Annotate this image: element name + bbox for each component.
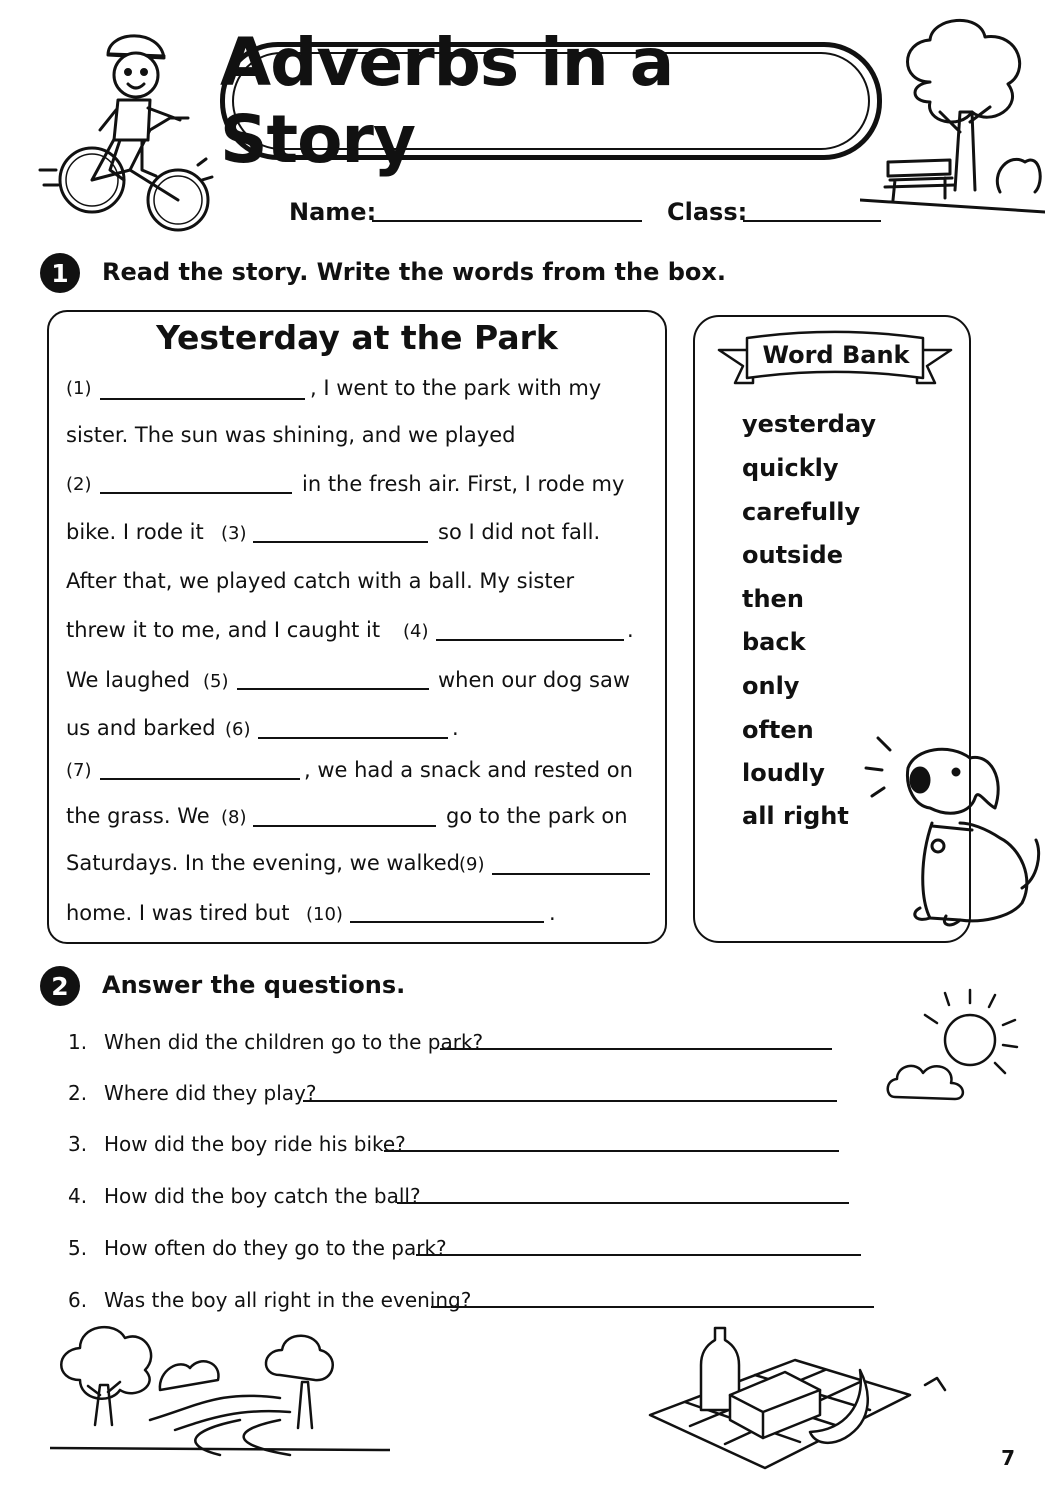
question-item (68, 1081, 316, 1105)
question-item (68, 1030, 483, 1054)
word-bank-word: then (742, 585, 804, 613)
word-bank-word: loudly (742, 759, 825, 787)
question-text: How often do they go to the park? (104, 1236, 447, 1260)
question-number: 2. (68, 1081, 88, 1105)
section-2-instruction: Answer the questions. (102, 971, 406, 999)
blank-9[interactable] (492, 873, 650, 875)
story-text: home. I was tired but (66, 901, 290, 925)
story-text: threw it to me, and I caught it (66, 618, 381, 642)
blank-3[interactable] (253, 541, 428, 543)
question-number: 4. (68, 1184, 88, 1208)
park-path-illustration (50, 1320, 390, 1470)
story-text: us and barked (66, 716, 216, 740)
answer-line-4[interactable] (397, 1202, 849, 1204)
blank-number-6: (6) (225, 719, 251, 740)
answer-line-3[interactable] (384, 1150, 839, 1152)
word-bank-word: yesterday (742, 410, 877, 438)
blank-number-2: (2) (66, 474, 92, 495)
word-bank-title: Word Bank (762, 341, 910, 369)
story-text: in the fresh air. First, I rode my (302, 472, 625, 496)
blank-number-4: (4) (403, 621, 429, 642)
story-text: so I did not fall. (438, 520, 601, 544)
word-bank-word: carefully (742, 498, 861, 526)
story-title: Yesterday at the Park (156, 318, 558, 357)
question-number: 1. (68, 1030, 88, 1054)
word-bank-word: only (742, 672, 800, 700)
question-number: 6. (68, 1288, 88, 1312)
question-text: How did the boy catch the ball? (104, 1184, 421, 1208)
blank-number-7: (7) (66, 760, 92, 781)
page-title: Adverbs in a Story (220, 24, 674, 178)
word-bank-word: back (742, 628, 806, 656)
word-bank-word: quickly (742, 454, 839, 482)
blank-8[interactable] (253, 825, 436, 827)
section-1-instruction: Read the story. Write the words from the box. (102, 258, 726, 286)
blank-5[interactable] (237, 688, 429, 690)
blank-2[interactable] (100, 492, 292, 494)
question-number: 5. (68, 1236, 88, 1260)
story-text: We laughed (66, 668, 191, 692)
story-text: Saturdays. In the evening, we walked (66, 851, 460, 875)
story-text: sister. The sun was shining, and we played (66, 423, 516, 447)
question-text: Where did they play? (104, 1081, 317, 1105)
sun-cloud-illustration (885, 985, 1025, 1110)
question-item (68, 1288, 471, 1312)
story-text: . (452, 716, 459, 740)
question-item (68, 1132, 406, 1156)
answer-line-2[interactable] (303, 1100, 837, 1102)
blank-number-5: (5) (203, 671, 229, 692)
blank-number-1: (1) (66, 378, 92, 399)
answer-line-6[interactable] (431, 1306, 874, 1308)
question-item (68, 1236, 447, 1260)
blank-1[interactable] (100, 398, 305, 400)
blank-number-9: (9) (459, 854, 485, 875)
story-text: bike. I rode it (66, 520, 204, 544)
blank-number-8: (8) (221, 807, 247, 828)
name-field[interactable] (372, 220, 642, 222)
blank-number-3: (3) (221, 523, 247, 544)
answer-line-5[interactable] (416, 1254, 861, 1256)
blank-6[interactable] (258, 737, 448, 739)
story-text: . (549, 901, 556, 925)
tree-bench-illustration (860, 12, 1045, 222)
question-item (68, 1184, 421, 1208)
section-2-number: 2 (40, 966, 80, 1006)
question-text: Was the boy all right in the evening? (104, 1288, 472, 1312)
blank-number-10: (10) (306, 904, 343, 925)
story-text: the grass. We (66, 804, 210, 828)
story-text: . (627, 618, 634, 642)
word-bank-word: often (742, 716, 814, 744)
word-bank-word: outside (742, 541, 844, 569)
word-bank-word: all right (742, 802, 849, 830)
boy-on-bike-illustration (30, 20, 250, 235)
picnic-illustration (645, 1320, 960, 1470)
answer-line-1[interactable] (440, 1048, 832, 1050)
name-label: Name: (289, 198, 377, 226)
class-label: Class: (667, 198, 748, 226)
story-text: , we had a snack and rested on (304, 758, 633, 782)
section-1-number: 1 (40, 253, 80, 293)
story-text: go to the park on (446, 804, 628, 828)
blank-4[interactable] (436, 639, 624, 641)
story-text: when our dog saw (438, 668, 631, 692)
class-field[interactable] (743, 220, 881, 222)
page-number: 7 (1001, 1446, 1015, 1470)
question-number: 3. (68, 1132, 88, 1156)
story-text: After that, we played catch with a ball. My sister (66, 569, 575, 593)
story-text: , I went to the park with my (310, 376, 602, 400)
question-text: How did the boy ride his bike? (104, 1132, 406, 1156)
blank-7[interactable] (100, 778, 300, 780)
blank-10[interactable] (350, 921, 544, 923)
question-text: When did the children go to the park? (104, 1030, 484, 1054)
